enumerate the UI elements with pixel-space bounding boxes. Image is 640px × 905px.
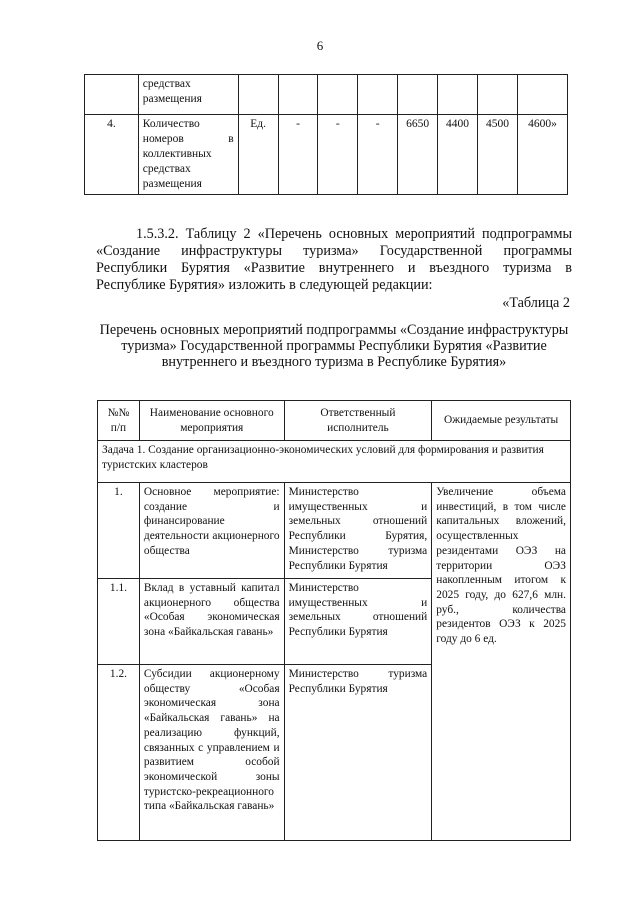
- value-cell: -: [358, 115, 398, 195]
- value-cell: -: [318, 115, 358, 195]
- results-cell: Увеличение объема инвестиций, в том числе капитальных вложений, осуществленных резидентами ОЭЗ на территории ОЭЗ накопленным итогом к 2025 году, до 627,6 млн. руб., количества резидентов ОЭЗ к 2025 году до 6 ед.: [432, 483, 571, 841]
- table-label: «Таблица 2: [502, 295, 570, 311]
- value-cell: 4500: [478, 115, 518, 195]
- header-num: №№ п/п: [98, 401, 140, 441]
- table-row: [85, 75, 568, 115]
- task-row: [98, 441, 571, 483]
- header-results: Ожидаемые результаты: [432, 401, 571, 441]
- row-number: 4.: [85, 115, 139, 195]
- responsible-cell: Министерство имущественных и земельных отношений Республики Бурятия: [284, 579, 432, 665]
- row-number: 1.1.: [98, 579, 140, 665]
- activities-table: [97, 400, 571, 841]
- page-number: 6: [316, 38, 324, 53]
- amendment-paragraph: 1.5.3.2. Таблицу 2 «Перечень основных мероприятий подпрограммы «Создание инфраструктуры туризма» Государственной программы Республики Бурятия «Развитие внутреннего и въездного туризма в Республике Бурятия» изложить в следующей редакции:: [96, 226, 572, 293]
- activity-name-cell: Субсидии акционерному обществу «Особая экономическая зона «Байкальская гавань» на реализацию функций, связанных с управлением и развитием особой экономической зоны туристско-рекреационного типа «Байкальская гавань»: [139, 665, 284, 841]
- row-number: 1.: [98, 483, 140, 579]
- responsible-cell: Министерство имущественных и земельных отношений Республики Бурятия, Министерство туризма Республики Бурятия: [284, 483, 432, 579]
- activity-name-cell: Основное мероприятие: создание и финансирование деятельности акционерного общества: [139, 483, 284, 579]
- unit-cell: Ед.: [238, 115, 278, 195]
- header-name: Наименование основного мероприятия: [139, 401, 284, 441]
- indicator-name-cell: средствах размещения: [138, 75, 238, 115]
- indicator-name-cell: Количество номеров в коллективных средствах размещения: [138, 115, 238, 195]
- table-title: Перечень основных мероприятий подпрограммы «Создание инфраструктуры туризма» Государственной программы Республики Бурятия «Развитие внутреннего и въездного туризма в Республике Бурятия»: [99, 322, 569, 370]
- table-row: [85, 115, 568, 195]
- table-row: [98, 483, 571, 579]
- header-responsible: Ответственный исполнитель: [284, 401, 432, 441]
- table-header-row: [98, 401, 571, 441]
- row-number: 1.2.: [98, 665, 140, 841]
- responsible-cell: Министерство туризма Республики Бурятия: [284, 665, 432, 841]
- value-cell: 6650: [398, 115, 438, 195]
- indicators-table-continuation: [84, 74, 568, 195]
- task-cell: Задача 1. Создание организационно-экономических условий для формирования и развития туристских кластеров: [98, 441, 571, 483]
- value-cell: 4400: [438, 115, 478, 195]
- value-cell: -: [278, 115, 318, 195]
- activity-name-cell: Вклад в уставный капитал акционерного общества «Особая экономическая зона «Байкальская гавань»: [139, 579, 284, 665]
- value-cell: 4600»: [517, 115, 567, 195]
